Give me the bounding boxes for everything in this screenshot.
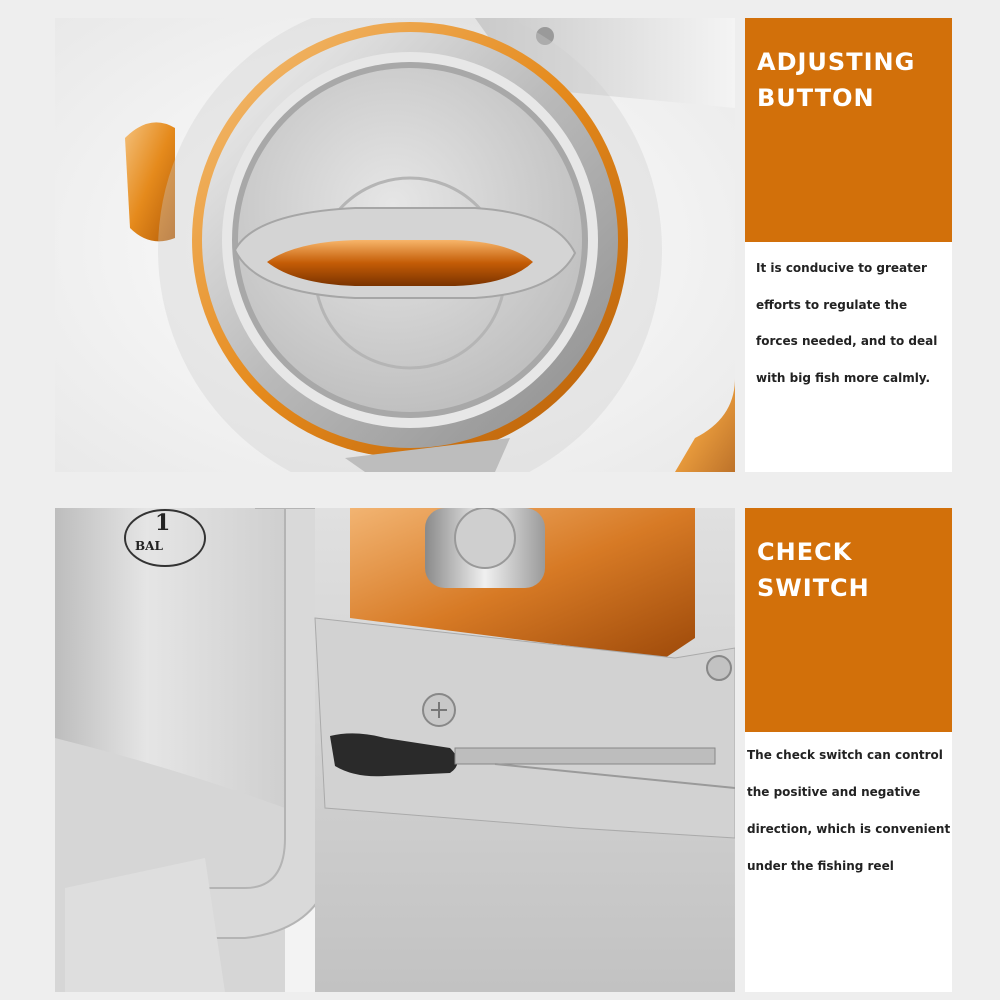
drag-knob-photo (55, 18, 735, 472)
spool-brand: BAL (135, 539, 163, 553)
section-description (756, 250, 951, 396)
section-description (747, 737, 950, 885)
description-line: with big fish more calmly. (756, 370, 931, 385)
title-line-2: SWITCH (757, 574, 870, 602)
section-title (745, 508, 952, 732)
adjusting-button-info (745, 18, 952, 472)
description-line: efforts to regulate the (756, 297, 908, 312)
check-switch-photo (55, 508, 735, 992)
check-switch-section (55, 508, 952, 992)
title-line-1: ADJUSTING (757, 48, 916, 76)
check-switch-illustration (55, 508, 735, 992)
adjusting-button-section (55, 18, 952, 472)
description-line: forces needed, and to deal (756, 334, 938, 348)
section-title (745, 18, 952, 242)
check-switch-info (745, 508, 952, 992)
spool-number: 1 (155, 510, 171, 536)
gold-slot-insert (267, 240, 533, 286)
drag-knob-illustration (55, 18, 735, 472)
title-line-2: BUTTON (757, 84, 875, 112)
description-line: It is conducive to greater (756, 261, 927, 275)
title-line-1: CHECK (757, 538, 853, 566)
description-line: direction, which is convenient (747, 822, 951, 836)
description-line: under the fishing reel (747, 859, 894, 873)
description-line: the positive and negative (747, 785, 921, 799)
description-line: The check switch can control (747, 748, 943, 762)
